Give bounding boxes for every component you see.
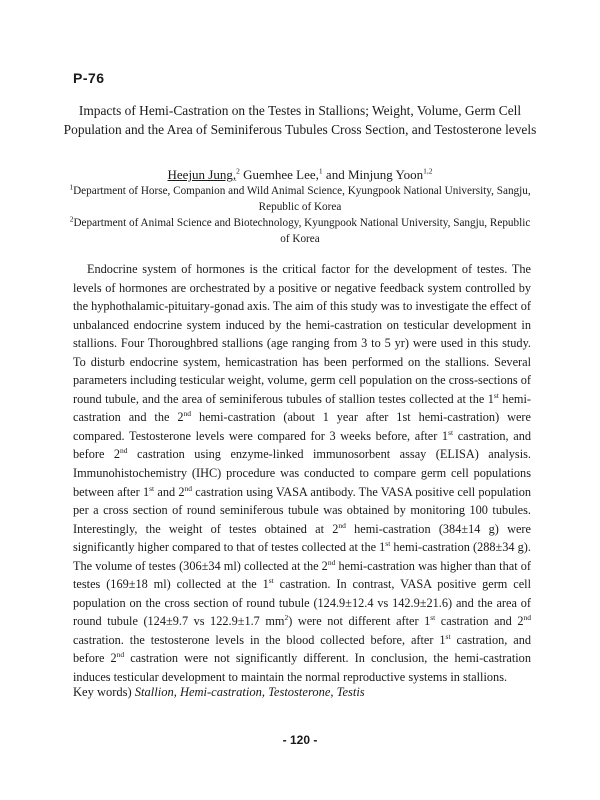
page-number: - 120 - <box>282 733 318 747</box>
affiliation <box>64 215 536 247</box>
keywords-label: Key words) <box>73 685 135 699</box>
ordinal-sup: nd <box>184 483 192 493</box>
ordinal-sup: st <box>385 539 391 549</box>
abstract-text: castration using enzyme-linked immunosorbent assay (ELISA) analysis. Immunohistochemistry (IHC) procedure was conducted to compare germ cell populations between after 1 <box>73 447 531 499</box>
author-sup: 2 <box>236 166 240 176</box>
presenting-author: Heejun Jung, <box>167 167 237 182</box>
author-sup: 1,2 <box>423 166 433 176</box>
abstract-text: Endocrine system of hormones is the critical factor for the development of testes. The levels of hormones are orchestrated by a positive or negative feedback system controlled by the hyphothalamic-pituitary-gonad axis. The aim of this study was to investigate the effect of unbalanced endocrine system induced by the hemi-castration on testicular development in stallions. Four Thoroughbred stallions (age ranging from 3 to 5 yr) were used in this study. To disturb endocrine system, hemicastration has been performed on the stallions. Several parameters including testicular weight, volume, germ cell population on the cross-sections of round tubule, and the area of seminiferous tubules of stallion testes collected at the 1 <box>73 262 531 406</box>
author-list <box>60 166 540 184</box>
abstract-body <box>73 260 531 687</box>
paper-title: Impacts of Hemi-Castration on the Testes in Stallions; Weight, Volume, Germ Cell Population and the Area of Seminiferous Tubules Cross Section, and Testosterone levels <box>63 103 537 137</box>
abstract-text: castration. the testosterone levels in the blood collected before, after 1 <box>73 632 446 647</box>
abstract-text: hemi-castration (288±34 g). The volume of testes (306±34 ml) collected at the 2 <box>73 540 531 573</box>
unit-sup: 2 <box>284 613 289 623</box>
abstract-text: castration, and before 2 <box>73 428 531 462</box>
ordinal-sup: st <box>493 390 499 400</box>
ordinal-sup: nd <box>120 446 128 456</box>
abstract-text: hemi-castration (384±14 g) were significantly higher compared to that of testes collected at the 1 <box>73 521 531 555</box>
keywords <box>73 685 531 700</box>
abstract-text: castration. In contrast, VASA positive germ cell population on the cross section of round tubule (124.9±12.4 vs 142.9±21.6) and the area of round tubule (124±9.7 vs 122.9±1.7 mm <box>73 577 531 629</box>
ordinal-sup: nd <box>523 613 531 623</box>
ordinal-sup: nd <box>116 650 125 660</box>
affiliation-sup: 2 <box>69 214 74 224</box>
abstract-text: hemi-castration and the 2 <box>73 391 531 425</box>
affiliation <box>64 183 536 215</box>
affiliation-text: Department of Animal Science and Biotechnology, Kyungpook National University, Sangju, Republic of Korea <box>73 217 531 245</box>
author-sup: 1 <box>318 166 323 176</box>
author-name: and Minjung Yoon <box>322 167 424 182</box>
abstract-text: castration using VASA antibody. The VASA positive cell population per a cross section of round seminiferous tubule was obtained by monitoring 100 tubules. Interestingly, the weight of testes obtained at 2 <box>73 484 531 536</box>
ordinal-sup: st <box>268 576 274 586</box>
abstract-text: and 2 <box>154 484 185 499</box>
ordinal-sup: st <box>430 613 436 623</box>
ordinal-sup: st <box>149 483 155 493</box>
affiliation-sup: 1 <box>69 182 74 192</box>
ordinal-sup: st <box>445 631 451 641</box>
abstract-text: hemi-castration (about 1 year after 1st hemi-castration) were compared. Testosterone levels were compared for 3 weeks before, after 1 <box>73 410 531 443</box>
affiliations <box>64 183 536 247</box>
affiliation-text: Department of Horse, Companion and Wild Animal Science, Kyungpook National University, Sangju, Republic of Korea <box>73 185 531 213</box>
abstract-text: castration were not significantly different. In conclusion, the hemi-castration induces testicular development to maintain the normal reproductive systems in stallions. <box>73 651 531 685</box>
abstract-text: hemi-castration was higher than that of testes (169±18 ml) collected at the 1 <box>73 558 531 592</box>
ordinal-sup: nd <box>183 409 192 419</box>
abstract-text: castration and 2 <box>435 614 524 629</box>
ordinal-sup: st <box>448 427 454 437</box>
ordinal-sup: nd <box>327 557 336 567</box>
abstract-text: ) were not different after 1 <box>288 614 431 629</box>
ordinal-sup: nd <box>338 520 346 530</box>
author-name: Guemhee Lee, <box>239 167 319 182</box>
poster-id: P-76 <box>73 70 105 86</box>
abstract-text: castration, and before 2 <box>73 632 531 666</box>
keywords-terms: Stallion, Hemi-castration, Testosterone, Testis <box>134 685 365 699</box>
